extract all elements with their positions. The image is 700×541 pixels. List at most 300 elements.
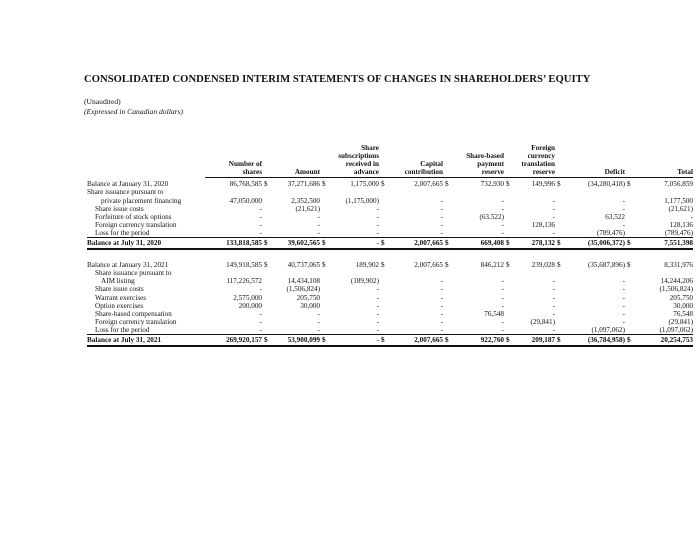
cell-sbp: -	[501, 325, 504, 334]
header-capital: Capital	[420, 160, 443, 169]
total-row	[87, 334, 693, 346]
currency-symbol: $	[443, 334, 457, 346]
currency-symbol	[262, 221, 273, 229]
currency-symbol	[504, 229, 515, 238]
row-label: Share issue costs	[95, 285, 144, 294]
cell-total: 7,056,859	[664, 180, 694, 189]
cell-total: (21,621)	[668, 204, 694, 213]
currency-symbol	[443, 285, 457, 293]
currency-symbol	[379, 302, 390, 310]
cell-capital: -	[440, 325, 443, 334]
cell-shares: -	[259, 220, 262, 229]
currency-symbol: $	[320, 238, 334, 250]
cell-deficit	[566, 269, 625, 277]
row-label: Balance at January 31, 2020	[87, 180, 169, 189]
currency-symbol	[504, 197, 515, 205]
row-label: Warrant exercises	[95, 293, 147, 302]
cell-fx: 239,028	[531, 261, 556, 270]
currency-symbol: $	[381, 180, 385, 189]
currency-symbol: $	[504, 238, 515, 250]
currency-symbol	[504, 310, 515, 318]
header-amount	[262, 152, 320, 160]
cell-deficit: -	[622, 196, 626, 205]
header-amount	[262, 160, 320, 168]
cell-fx: 278,132	[515, 238, 555, 250]
row-label: Option exercises	[95, 301, 144, 310]
currency-symbol	[379, 188, 390, 196]
cell-shares: 269,920,157	[205, 334, 262, 346]
currency-symbol	[504, 302, 515, 310]
cell-sbp: -	[501, 285, 504, 294]
cell-amount: 30,000	[300, 301, 320, 310]
cell-shares	[205, 269, 262, 277]
cell-sbp: 669,408	[457, 238, 504, 250]
header-fx: reserve	[504, 168, 555, 178]
cell-deficit: -	[622, 317, 626, 326]
currency-symbol	[262, 188, 273, 196]
currency-symbol	[555, 326, 566, 335]
cell-fx: -	[552, 309, 556, 318]
cell-fx	[515, 269, 555, 277]
currency-symbol	[262, 197, 273, 205]
table-row	[87, 310, 693, 318]
cell-total: 7,551,398	[634, 238, 693, 250]
cell-shares: 133,818,585	[205, 238, 262, 250]
header-shares	[205, 144, 262, 152]
table-header	[87, 144, 693, 178]
currency-symbol	[625, 277, 634, 285]
currency-symbol	[625, 302, 634, 310]
row-label: Share issuance pursuant to	[87, 188, 164, 197]
header-shares	[205, 152, 262, 160]
cell-total: 205,750	[669, 293, 694, 302]
currency-symbol	[379, 310, 390, 318]
currency-symbol: $	[320, 334, 334, 346]
currency-symbol	[262, 310, 273, 318]
cell-fx: -	[552, 277, 556, 286]
row-label: AIM listing	[101, 277, 135, 286]
cell-capital: -	[440, 277, 443, 286]
cell-subs: 189,902	[355, 261, 379, 270]
currency-symbol: $	[381, 261, 385, 270]
row-label: Share issue costs	[95, 204, 144, 213]
cell-sbp: (63,522)	[479, 212, 504, 221]
header-label	[87, 160, 205, 168]
currency-symbol	[555, 318, 566, 326]
cell-capital: -	[440, 301, 443, 310]
table-row	[87, 221, 693, 229]
currency-symbol: $	[379, 334, 390, 346]
row-label: Balance at July 31, 2021	[87, 334, 205, 346]
table-body	[87, 178, 693, 346]
row-label: Forfeiture of stock options	[95, 212, 172, 221]
currency-symbol	[443, 294, 457, 302]
cell-shares: -	[259, 204, 262, 213]
header-capital	[379, 152, 443, 160]
cell-amount: -	[317, 317, 320, 326]
header-total	[625, 144, 693, 152]
currency-symbol	[443, 213, 457, 221]
cell-deficit: -	[622, 220, 626, 229]
unaudited-note: (Unaudited)	[84, 97, 121, 106]
currency-note: (Expressed in Canadian dollars)	[84, 107, 184, 116]
table-row	[87, 302, 693, 310]
currency-symbol	[504, 188, 515, 196]
cell-fx: 209,187	[515, 334, 555, 346]
currency-symbol	[625, 318, 634, 326]
cell-deficit: (36,784,958)	[566, 334, 625, 346]
cell-shares: 47,050,000	[229, 196, 262, 205]
cell-amount: (21,621)	[295, 204, 320, 213]
cell-subs	[334, 188, 379, 196]
currency-symbol	[443, 197, 457, 205]
cell-amount: -	[317, 309, 320, 318]
currency-symbol	[379, 285, 390, 293]
currency-symbol	[379, 205, 390, 213]
currency-symbol	[320, 285, 334, 293]
cell-amount: 39,602,565	[273, 238, 320, 250]
currency-symbol	[555, 302, 566, 310]
currency-symbol	[625, 205, 634, 213]
currency-symbol	[443, 221, 457, 229]
currency-symbol	[262, 294, 273, 302]
cell-subs: (1,175,000)	[345, 196, 379, 205]
cell-fx: -	[552, 293, 556, 302]
currency-symbol	[504, 213, 515, 221]
currency-symbol: $	[557, 180, 561, 189]
cell-shares: 200,000	[238, 301, 262, 310]
header-sbp: reserve	[443, 168, 504, 178]
table-row	[87, 197, 693, 205]
header-fx: translation	[521, 160, 556, 169]
cell-total: (29,841)	[668, 317, 694, 326]
cell-total: 128,136	[669, 220, 694, 229]
currency-symbol	[262, 326, 273, 335]
cell-fx: -	[552, 204, 556, 213]
table-row	[87, 188, 693, 196]
currency-symbol	[320, 294, 334, 302]
header-total	[625, 160, 693, 168]
currency-symbol: $	[322, 180, 326, 189]
cell-amount: -	[317, 228, 320, 237]
currency-symbol	[443, 326, 457, 335]
row-label: private placement financing	[101, 196, 182, 205]
row-label: Foreign currency translation	[95, 220, 177, 229]
currency-symbol	[379, 277, 390, 285]
cell-shares: 149,918,585	[226, 261, 262, 270]
currency-symbol	[320, 277, 334, 285]
table-row	[87, 318, 693, 326]
currency-symbol	[504, 269, 515, 277]
currency-symbol	[262, 229, 273, 238]
cell-amount: 37,271,686	[287, 180, 320, 189]
cell-subs: -	[334, 238, 379, 250]
cell-total	[634, 188, 693, 196]
table-row	[87, 326, 693, 335]
currency-symbol	[262, 302, 273, 310]
currency-symbol	[262, 318, 273, 326]
currency-symbol	[443, 318, 457, 326]
cell-amount: -	[317, 212, 320, 221]
cell-subs: (189,902)	[350, 277, 379, 286]
header-label	[87, 168, 205, 178]
header-total	[625, 152, 693, 160]
table-row	[87, 294, 693, 302]
currency-symbol	[379, 318, 390, 326]
header-label	[87, 152, 205, 160]
cell-sbp: -	[501, 277, 504, 286]
currency-symbol	[379, 269, 390, 277]
cell-amount	[273, 269, 320, 277]
currency-symbol: $	[445, 261, 449, 270]
cell-capital: -	[440, 204, 443, 213]
cell-shares: -	[259, 317, 262, 326]
cell-shares: 86,768,585	[229, 180, 262, 189]
currency-symbol: $	[627, 180, 631, 189]
cell-deficit: -	[622, 309, 626, 318]
cell-sbp: -	[501, 301, 504, 310]
currency-symbol	[320, 221, 334, 229]
currency-symbol	[555, 229, 566, 238]
cell-capital: 2,007,665	[414, 180, 443, 189]
currency-symbol	[443, 302, 457, 310]
currency-symbol	[379, 229, 390, 238]
currency-symbol	[379, 197, 390, 205]
cell-deficit: -	[622, 285, 626, 294]
currency-symbol: $	[555, 238, 566, 250]
currency-symbol	[320, 229, 334, 238]
currency-symbol	[443, 269, 457, 277]
cell-sbp: -	[501, 220, 504, 229]
currency-symbol	[320, 205, 334, 213]
currency-symbol	[504, 285, 515, 293]
cell-subs: -	[376, 325, 379, 334]
currency-symbol	[625, 294, 634, 302]
currency-symbol	[320, 213, 334, 221]
header-capital	[379, 144, 443, 152]
cell-subs: -	[376, 309, 379, 318]
table-row	[87, 261, 693, 269]
currency-symbol	[625, 188, 634, 196]
row-label: Foreign currency translation	[95, 317, 177, 326]
currency-symbol	[555, 205, 566, 213]
currency-symbol	[443, 229, 457, 238]
cell-total: 20,254,753	[634, 334, 693, 346]
currency-symbol	[443, 277, 457, 285]
header-sbp: Share-based	[466, 152, 504, 161]
currency-symbol	[320, 326, 334, 335]
table-row	[87, 277, 693, 285]
currency-symbol	[555, 269, 566, 277]
currency-symbol: $	[264, 180, 268, 189]
currency-symbol	[555, 188, 566, 196]
header-fx: currency	[527, 152, 556, 161]
currency-symbol	[320, 310, 334, 318]
header-amount	[262, 144, 320, 152]
cell-sbp: 76,548	[484, 309, 504, 318]
currency-symbol: $	[264, 261, 268, 270]
currency-symbol	[379, 213, 390, 221]
cell-deficit: -	[622, 293, 626, 302]
cell-amount: -	[317, 220, 320, 229]
currency-symbol: $	[379, 238, 390, 250]
cell-deficit	[566, 188, 625, 196]
cell-sbp: -	[501, 317, 504, 326]
cell-fx	[515, 188, 555, 196]
cell-subs: -	[334, 334, 379, 346]
cell-shares: -	[259, 228, 262, 237]
cell-shares: -	[259, 285, 262, 294]
header-deficit	[555, 152, 625, 160]
cell-capital: 2,007,665	[390, 334, 443, 346]
currency-symbol	[320, 197, 334, 205]
currency-symbol	[555, 310, 566, 318]
currency-symbol: $	[262, 334, 273, 346]
cell-deficit: -	[622, 277, 626, 286]
currency-symbol	[625, 285, 634, 293]
cell-capital	[390, 188, 443, 196]
cell-capital: -	[440, 285, 443, 294]
cell-sbp: 732,930	[480, 180, 504, 189]
header-subs: received in	[345, 160, 379, 169]
equity-table	[87, 144, 693, 347]
cell-shares: -	[259, 309, 262, 318]
cell-amount: (1,506,824)	[286, 285, 320, 294]
header-amount: Amount	[262, 168, 320, 178]
currency-symbol	[379, 326, 390, 335]
currency-symbol: $	[625, 334, 634, 346]
cell-subs: -	[376, 220, 379, 229]
currency-symbol	[555, 213, 566, 221]
cell-fx: 149,996	[531, 180, 556, 189]
cell-amount: 205,750	[296, 293, 320, 302]
currency-symbol	[625, 229, 634, 238]
table-row	[87, 285, 693, 293]
currency-symbol	[443, 310, 457, 318]
header-deficit: Deficit	[555, 168, 625, 178]
table-row	[87, 180, 693, 188]
cell-total: (1,506,824)	[659, 285, 694, 294]
cell-total: (1,097,062)	[659, 325, 694, 334]
cell-subs: -	[376, 228, 379, 237]
cell-subs: -	[376, 212, 379, 221]
header-deficit	[555, 144, 625, 152]
currency-symbol	[625, 326, 634, 335]
header-capital: contribution	[379, 168, 443, 178]
currency-symbol: $	[504, 334, 515, 346]
row-label: Loss for the period	[95, 325, 150, 334]
cell-fx: -	[552, 285, 556, 294]
cell-subs: -	[376, 301, 379, 310]
currency-symbol	[443, 205, 457, 213]
currency-symbol: $	[506, 261, 510, 270]
currency-symbol: $	[322, 261, 326, 270]
cell-deficit: (789,476)	[596, 228, 626, 237]
currency-symbol	[443, 188, 457, 196]
currency-symbol	[504, 326, 515, 335]
statement-title: CONSOLIDATED CONDENSED INTERIM STATEMENTS OF CHANGES IN SHAREHOLDERS’ EQUITY	[84, 74, 591, 85]
currency-symbol	[262, 213, 273, 221]
header-shares: shares	[205, 168, 262, 178]
cell-deficit: (1,097,062)	[591, 325, 626, 334]
table-row	[87, 205, 693, 213]
currency-symbol	[555, 221, 566, 229]
currency-symbol	[625, 269, 634, 277]
cell-amount: 2,352,500	[291, 196, 320, 205]
total-row	[87, 238, 693, 250]
header-deficit	[555, 160, 625, 168]
cell-sbp: -	[501, 293, 504, 302]
row-label: Share issuance pursuant to	[95, 269, 172, 278]
currency-symbol	[262, 285, 273, 293]
currency-symbol	[555, 285, 566, 293]
currency-symbol	[504, 318, 515, 326]
row-label: Loss for the period	[95, 228, 150, 237]
cell-capital: -	[440, 293, 443, 302]
cell-amount: 53,900,099	[273, 334, 320, 346]
cell-subs: -	[376, 293, 379, 302]
header-subs: subscriptions	[338, 152, 379, 161]
cell-shares: -	[259, 212, 262, 221]
cell-sbp: 922,760	[457, 334, 504, 346]
cell-fx: (29,841)	[530, 317, 556, 326]
header-sbp	[443, 144, 504, 152]
cell-fx: -	[552, 325, 556, 334]
cell-amount	[273, 188, 320, 196]
row-label: Balance at January 31, 2021	[87, 261, 169, 270]
currency-symbol: $	[555, 334, 566, 346]
cell-capital: -	[440, 196, 443, 205]
cell-subs: -	[376, 204, 379, 213]
cell-fx: 128,136	[531, 220, 556, 229]
currency-symbol	[555, 197, 566, 205]
cell-deficit: -	[622, 204, 626, 213]
row-label: Share-based compensation	[95, 309, 172, 318]
cell-sbp	[457, 188, 504, 196]
cell-total: 14,244,206	[660, 277, 694, 286]
currency-symbol	[262, 277, 273, 285]
cell-amount: 14,434,108	[287, 277, 320, 286]
cell-total: -	[690, 212, 694, 221]
currency-symbol	[555, 277, 566, 285]
cell-fx: -	[552, 301, 556, 310]
currency-symbol: $	[445, 180, 449, 189]
cell-capital: 2,007,665	[390, 238, 443, 250]
header-shares: Number of	[228, 160, 262, 169]
currency-symbol	[625, 310, 634, 318]
currency-symbol	[262, 205, 273, 213]
currency-symbol: $	[557, 261, 561, 270]
header-total: Total	[625, 168, 693, 178]
row-label: Balance at July 31, 2020	[87, 238, 205, 250]
cell-deficit: (35,687,896)	[587, 261, 626, 270]
currency-symbol	[379, 221, 390, 229]
currency-symbol	[504, 277, 515, 285]
cell-sbp: -	[501, 204, 504, 213]
currency-symbol	[504, 294, 515, 302]
cell-subs: -	[376, 285, 379, 294]
currency-symbol	[504, 205, 515, 213]
header-label	[87, 144, 205, 152]
currency-symbol	[320, 269, 334, 277]
table-row	[87, 213, 693, 221]
currency-symbol: $	[506, 180, 510, 189]
header-subs: advance	[320, 168, 379, 178]
cell-total	[634, 269, 693, 277]
cell-capital: 2,007,665	[414, 261, 443, 270]
cell-deficit: (34,280,418)	[587, 180, 626, 189]
cell-capital: -	[440, 228, 443, 237]
